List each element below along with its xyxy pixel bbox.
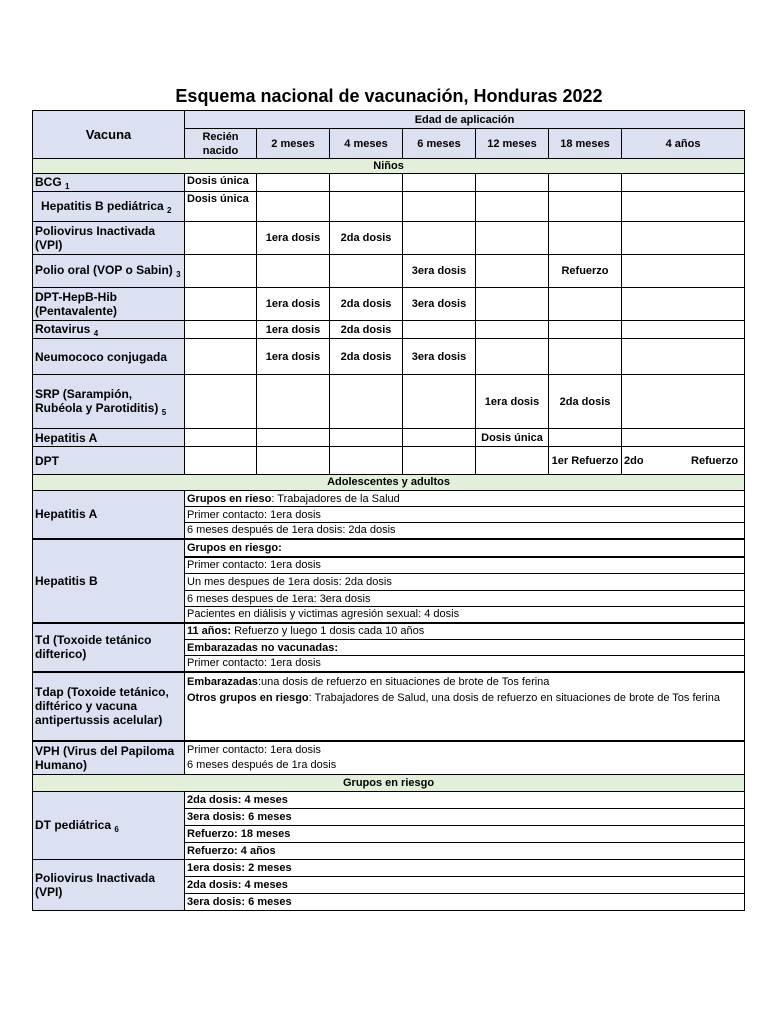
header-vacuna: Vacuna <box>33 111 185 159</box>
section-grupos: Grupos en riesgo <box>33 775 745 792</box>
detail-line: Refuerzo: 18 meses <box>185 826 745 843</box>
page-title: Esquema nacional de vacunación, Honduras 2022 <box>175 86 603 106</box>
header-col: 2 meses <box>257 129 330 159</box>
header-col: 18 meses <box>549 129 622 159</box>
dose-cell <box>330 174 403 192</box>
dose-cell <box>549 192 622 222</box>
detail-line: 3era dosis: 6 meses <box>185 809 745 826</box>
vaccine-row <box>33 447 745 475</box>
vaccine-name: DPT <box>33 447 185 475</box>
dose-cell <box>257 174 330 192</box>
dose-cell: 2da dosis <box>549 375 622 429</box>
detail-line: 11 años: Refuerzo y luego 1 dosis cada 10 años <box>185 623 745 640</box>
detail-line: 2da dosis: 4 meses <box>185 792 745 809</box>
header-col: 4 años <box>622 129 745 159</box>
dose-cell <box>549 339 622 375</box>
dose-cell: 3era dosis <box>403 288 476 321</box>
dose-cell <box>622 255 745 288</box>
dose-cell <box>185 429 257 447</box>
dose-cell <box>549 321 622 339</box>
header-edad: Edad de aplicación <box>185 111 745 129</box>
dose-cell <box>257 255 330 288</box>
vaccine-name: Hepatitis B pediátrica $_2$ <box>33 192 185 222</box>
dose-cell <box>476 222 549 255</box>
dose-cell: 1era dosis <box>257 288 330 321</box>
dose-cell <box>403 375 476 429</box>
dose-cell <box>403 174 476 192</box>
dose-cell: 3era dosis <box>403 255 476 288</box>
dose-cell <box>185 339 257 375</box>
dose-cell: 1era dosis <box>257 222 330 255</box>
footnote-marker: 5 <box>161 407 167 417</box>
vaccine-name: Hepatitis A <box>33 491 185 539</box>
dose-cell: Dosis única <box>185 174 257 192</box>
dose-cell: 2da dosis <box>330 339 403 375</box>
dose-cell <box>476 192 549 222</box>
vaccine-name: Neumococo conjugada <box>33 339 185 375</box>
dose-cell <box>330 255 403 288</box>
dose-cell <box>257 192 330 222</box>
section-ninos: Niños <box>33 159 745 174</box>
vaccine-name: DPT-HepB-Hib (Pentavalente) <box>33 288 185 321</box>
dose-cell <box>476 288 549 321</box>
dose-cell <box>185 447 257 475</box>
dose-cell <box>185 222 257 255</box>
dose-cell: 2da dosis <box>330 321 403 339</box>
dose-cell: 1era dosis <box>257 339 330 375</box>
vaccine-name: Polio oral (VOP o Sabin) $_3$ <box>33 255 185 288</box>
detail-line: 6 meses despues de 1era: 3era dosis <box>185 591 745 607</box>
dose-cell <box>549 429 622 447</box>
detail-line: Primer contacto: 1era dosis <box>185 557 745 574</box>
dose-cell <box>622 288 745 321</box>
footnote-marker: 2 <box>167 205 172 215</box>
dose-cell: Dosis única <box>476 429 549 447</box>
detail-line: Refuerzo: 4 años <box>185 843 745 860</box>
dose-cell <box>330 429 403 447</box>
dose-cell <box>622 339 745 375</box>
detail-line: Pacientes en diálisis y victimas agresión sexual: 4 dosis <box>185 607 745 623</box>
dose-cell <box>330 192 403 222</box>
dose-cell <box>257 375 330 429</box>
detail-line: Grupos en rieso: Trabajadores de la Salud <box>185 491 745 507</box>
dose-cell <box>622 174 745 192</box>
dose-cell: 1era dosis <box>257 321 330 339</box>
dose-cell: 2do Refuerzo <box>622 447 745 475</box>
dose-cell <box>549 174 622 192</box>
dose-cell: 3era dosis <box>403 339 476 375</box>
dose-cell <box>403 447 476 475</box>
detail-line: 1era dosis: 2 meses <box>185 860 745 877</box>
vaccine-row <box>33 192 745 222</box>
vaccination-table <box>32 110 745 911</box>
header-col: 12 meses <box>476 129 549 159</box>
dose-cell <box>403 429 476 447</box>
detail-line: 3era dosis: 6 meses <box>185 894 745 911</box>
detail-line: Primer contacto: 1era dosis <box>185 656 745 672</box>
dose-cell: 1er Refuerzo <box>549 447 622 475</box>
detail-line: Primer contacto: 1era dosis <box>185 507 745 523</box>
detail-line: 2da dosis: 4 meses <box>185 877 745 894</box>
footnote-marker: 4 <box>93 328 99 338</box>
dose-cell <box>403 222 476 255</box>
header-col: 6 meses <box>403 129 476 159</box>
vaccine-name: SRP (Sarampión, Rubéola y Parotiditis) $_5$ <box>33 375 185 429</box>
detail-line: Primer contacto: 1era dosis 6 meses después de 1ra dosis <box>185 741 745 775</box>
dose-cell <box>622 375 745 429</box>
dose-cell <box>476 339 549 375</box>
detail-line: Grupos en riesgo: <box>185 539 745 557</box>
vaccine-name: Rotavirus $_4$ <box>33 321 185 339</box>
vaccine-row <box>33 288 745 321</box>
detail-line: Embarazadas no vacunadas: <box>185 640 745 656</box>
dose-cell <box>185 288 257 321</box>
footnote-marker: 3 <box>176 270 181 279</box>
ninos-rows <box>33 174 745 475</box>
detail-line: Un mes despues de 1era dosis: 2da dosis <box>185 574 745 591</box>
dose-cell: 2da dosis <box>330 222 403 255</box>
detail-line: 6 meses después de 1era dosis: 2da dosis <box>185 523 745 539</box>
dose-cell <box>549 222 622 255</box>
vaccine-name: VPH (Virus del Papiloma Humano) <box>33 741 185 775</box>
vaccine-name: Td (Toxoide tetánico difterico) <box>33 623 185 672</box>
dose-cell <box>622 321 745 339</box>
dose-cell <box>185 255 257 288</box>
dose-cell <box>476 174 549 192</box>
vaccine-name: Hepatitis B <box>33 539 185 623</box>
vaccine-row <box>33 174 745 192</box>
dose-cell <box>257 429 330 447</box>
vaccine-name: Tdap (Toxoide tetánico, diftérico y vacuna antipertussis acelular) <box>33 672 185 741</box>
dose-cell: Refuerzo <box>549 255 622 288</box>
dose-cell <box>403 192 476 222</box>
dose-cell: 1era dosis <box>476 375 549 429</box>
dose-cell <box>622 429 745 447</box>
dose-cell <box>403 321 476 339</box>
dose-cell <box>257 447 330 475</box>
vaccine-name: Poliovirus Inactivada (VPI) <box>33 860 185 911</box>
dose-cell <box>476 321 549 339</box>
dose-cell <box>549 288 622 321</box>
vaccine-row <box>33 255 745 288</box>
section-adolescentes: Adolescentes y adultos <box>33 475 745 491</box>
dose-cell <box>330 447 403 475</box>
dose-cell <box>476 255 549 288</box>
dose-cell <box>622 192 745 222</box>
detail-line: Embarazadas:una dosis de refuerzo en situaciones de brote de Tos ferina Otros grupos en riesgo: Trabajadores de Salud, una dosis de refuerzo en situaciones de brote de Tos ferina <box>185 672 745 741</box>
dose-cell <box>185 375 257 429</box>
footnote-marker: 1 <box>65 181 70 191</box>
vaccine-row <box>33 429 745 447</box>
vaccine-name: DT pediátrica $_6$ <box>33 792 185 860</box>
vaccine-row <box>33 375 745 429</box>
dose-cell: 2da dosis <box>330 288 403 321</box>
vaccine-name: Hepatitis A <box>33 429 185 447</box>
dose-cell: Dosis única <box>185 192 257 222</box>
dose-cell <box>185 321 257 339</box>
vaccine-name: BCG $_1$ <box>33 174 185 192</box>
header-col: Recién nacido <box>185 129 257 159</box>
dose-cell <box>330 375 403 429</box>
vaccine-name: Poliovirus Inactivada (VPI) <box>33 222 185 255</box>
header-col: 4 meses <box>330 129 403 159</box>
dose-cell <box>622 222 745 255</box>
dose-cell <box>476 447 549 475</box>
vaccine-row <box>33 339 745 375</box>
vaccine-row <box>33 222 745 255</box>
vaccine-row <box>33 321 745 339</box>
